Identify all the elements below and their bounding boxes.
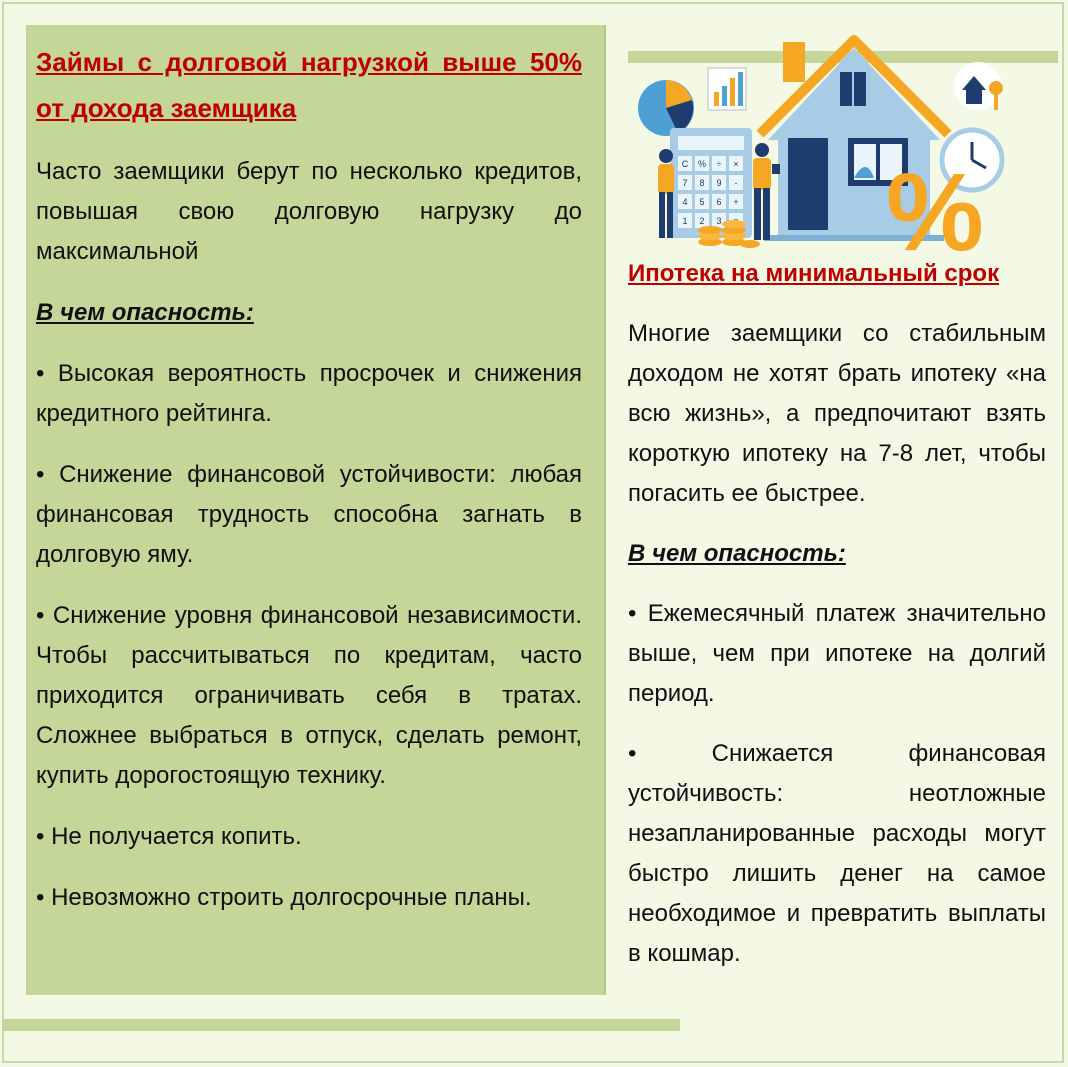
calculator-key-label: C xyxy=(681,159,689,169)
left-heading: Займы с долговой нагрузкой выше 50% от дохода заемщика xyxy=(36,47,582,123)
calculator-key-label: 6 xyxy=(716,197,722,207)
left-bullet-1: • Высокая вероятность просрочек и снижения кредитного рейтинга. xyxy=(36,360,582,427)
house-key-icon xyxy=(954,62,1003,110)
left-bullet-5: • Невозможно строить долгосрочные планы. xyxy=(36,884,532,911)
calculator-key-label: 2 xyxy=(699,216,705,226)
left-panel xyxy=(26,25,606,995)
pie-chart-icon xyxy=(638,80,694,136)
calculator-key-label: 4 xyxy=(682,197,688,207)
calculator-key-label: - xyxy=(734,178,738,188)
calculator-key-label: 7 xyxy=(682,178,688,188)
calculator-key-label: % xyxy=(697,159,707,169)
right-danger-title: В чем опасность: xyxy=(628,540,846,567)
calculator-key-label: 1 xyxy=(682,216,688,226)
man-figure-icon xyxy=(753,143,780,240)
left-intro: Часто заемщики берут по несколько кредитов, повышая свою долговую нагрузку до максимальной xyxy=(36,158,582,265)
right-bullet-2: • Снижается финансовая устойчивость: неотложные незапланированные расходы могут быстро лишить денег на самое необходимое и превратить выплаты в кошмар. xyxy=(628,740,1046,967)
left-bullet-2: • Снижение финансовой устойчивости: любая финансовая трудность способна загнать в долговую яму. xyxy=(36,461,582,568)
right-intro: Многие заемщики со стабильным доходом не хотят брать ипотеку «на всю жизнь», а предпочитают взять короткую ипотеку на 7-8 лет, чтобы погасить ее быстрее. xyxy=(628,320,1046,507)
bar-chart-icon xyxy=(708,68,746,110)
calculator-key-label: 5 xyxy=(699,197,705,207)
calculator-key-label: + xyxy=(733,197,739,207)
calculator-key-label: × xyxy=(733,159,739,169)
right-bullet-1: • Ежемесячный платеж значительно выше, чем при ипотеке на долгий период. xyxy=(628,600,1046,707)
left-danger-title: В чем опасность: xyxy=(36,299,254,326)
left-bullet-3: • Снижение уровня финансовой независимости. Чтобы рассчитываться по кредитам, часто приходится ограничивать себя в тратах. Сложнее выбраться в отпуск, сделать ремонт, купить дорогостоящую технику. xyxy=(36,602,582,789)
percent-sign: % xyxy=(886,151,984,252)
calculator-key-label: 8 xyxy=(699,178,705,188)
mortgage-illustration xyxy=(628,30,1048,252)
right-heading: Ипотека на минимальный срок xyxy=(628,260,1000,287)
calculator-key-label: 9 xyxy=(716,178,722,188)
right-column xyxy=(628,254,1046,974)
calculator-key-label: 3 xyxy=(716,216,722,226)
bottom-decor-bar xyxy=(2,1019,680,1031)
left-bullet-4: • Не получается копить. xyxy=(36,823,302,850)
calculator-key-label: ÷ xyxy=(716,159,722,169)
